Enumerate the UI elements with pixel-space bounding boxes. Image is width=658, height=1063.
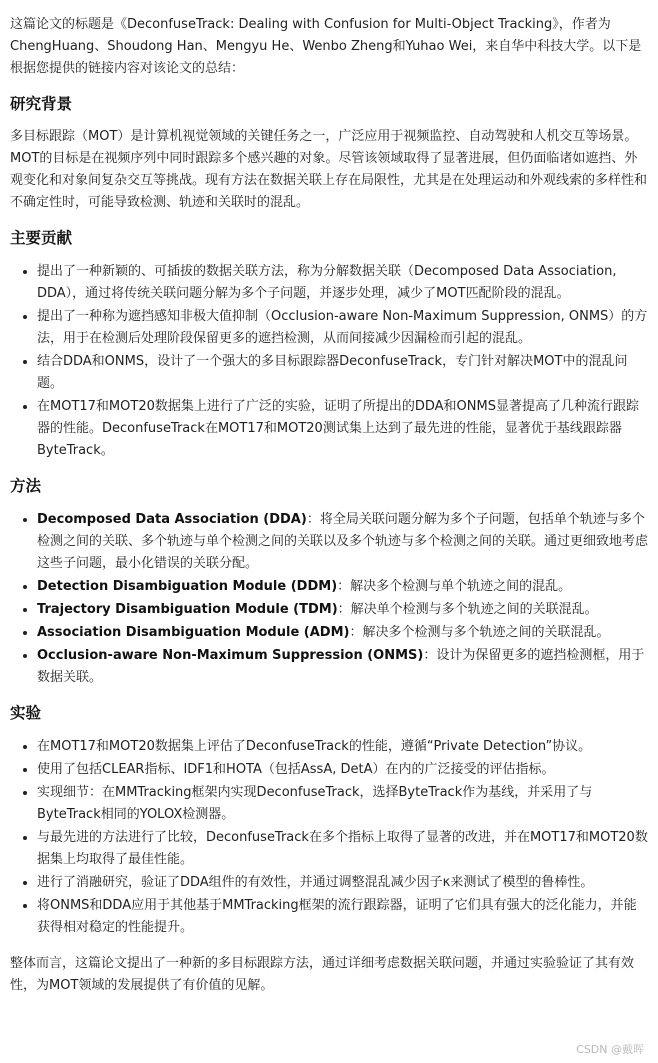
method-term: Occlusion-aware Non-Maximum Suppression (ONMS) <box>37 648 424 663</box>
heading-experiments: 实验 <box>10 704 42 722</box>
list-item <box>37 644 648 689</box>
method-term: Association Disambiguation Module (ADM) <box>37 625 350 640</box>
method-desc: ：解决单个检测与多个轨迹之间的关联混乱。 <box>337 602 598 617</box>
csdn-watermark: CSDN @戴晖 <box>576 1043 644 1056</box>
method-desc: ：解决多个检测与多个轨迹之间的关联混乱。 <box>349 625 610 640</box>
background-paragraph: 多目标跟踪（MOT）是计算机视觉领域的关键任务之一，广泛应用于视频监控、自动驾驶和人机交互等场景。MOT的目标是在视频序列中同时跟踪多个感兴趣的对象。尽管该领域取得了显著进展，但仍面临诸如遮挡、外观变化和对象间复杂交互等挑战。现有方法在数据关联上存在局限性，尤其是在处理运动和外观线索的多样性和不确定性时，可能导致检测、轨迹和关联时的混乱。 <box>10 129 648 210</box>
method-desc: ：设计为保留更多的遮挡检测框，用于数据关联。 <box>37 648 645 685</box>
list-item: • 提出了一种称为遮挡感知非极大值抑制（Occlusion-aware Non-Maximum Suppression, ONMS）的方法，用于在检测后处理阶段保留更多的遮挡检测，从而间接减少因漏检而引起的混乱。 <box>37 305 648 350</box>
list-item <box>37 598 648 621</box>
heading-method: 方法 <box>10 477 42 495</box>
list-item: • 将ONMS和DDA应用于其他基于MMTracking框架的流行跟踪器，证明了它们具有强大的泛化能力，并能获得相对稳定的性能提升。 <box>37 894 648 939</box>
list-item <box>37 508 648 575</box>
list-item: • 实现细节：在MMTracking框架内实现DeconfuseTrack，选择ByteTrack作为基线，并采用了与ByteTrack相同的YOLOX检测器。 <box>37 781 648 826</box>
method-term: Trajectory Disambiguation Module (TDM) <box>37 602 338 617</box>
list-item: • 进行了消融研究，验证了DDA组件的有效性，并通过调整混乱减少因子κ来测试了模型的鲁棒性。 <box>37 871 648 894</box>
conclusion-paragraph: 整体而言，这篇论文提出了一种新的多目标跟踪方法，通过详细考虑数据关联问题，并通过实验验证了其有效性，为MOT领域的发展提供了有价值的见解。 <box>10 956 635 993</box>
contributions-list <box>10 260 648 462</box>
list-item: • 在MOT17和MOT20数据集上评估了DeconfuseTrack的性能，遵循“Private Detection”协议。 <box>37 735 648 758</box>
method-desc: ：解决多个检测与单个轨迹之间的混乱。 <box>337 579 572 594</box>
list-item <box>37 575 648 598</box>
list-item: • 在MOT17和MOT20数据集上进行了广泛的实验，证明了所提出的DDA和ONMS显著提高了几种流行跟踪器的性能。DeconfuseTrack在MOT17和MOT20测试集上达到了最先进的性能，显著优于基线跟踪器ByteTrack。 <box>37 395 648 462</box>
heading-background: 研究背景 <box>10 95 73 113</box>
heading-contributions: 主要贡献 <box>10 229 73 247</box>
list-item <box>37 621 648 644</box>
intro-paragraph: 这篇论文的标题是《DeconfuseTrack: Dealing with Confusion for Multi-Object Tracking》，作者为ChengHuang、Shoudong Han、Mengyu He、Wenbo Zheng和Yuhao Wei，来自华中科技大学。以下是根据您提供的链接内容对该论文的总结： <box>10 17 642 76</box>
list-item: • 与最先进的方法进行了比较，DeconfuseTrack在多个指标上取得了显著的改进，并在MOT17和MOT20数据集上均取得了最佳性能。 <box>37 826 648 871</box>
list-item: • 使用了包括CLEAR指标、IDF1和HOTA（包括AssA, DetA）在内的广泛接受的评估指标。 <box>37 758 648 781</box>
experiments-list <box>10 735 648 939</box>
method-term: Detection Disambiguation Module (DDM) <box>37 579 338 594</box>
method-term: Decomposed Data Association (DDA) <box>37 512 307 527</box>
method-list <box>10 508 648 689</box>
method-desc: ：将全局关联问题分解为多个子问题，包括单个轨迹与多个检测之间的关联、多个轨迹与单个检测之间的关联以及多个轨迹与多个检测之间的关联。通过更细致地考虑这些子问题，最小化错误的关联分配。 <box>37 512 649 571</box>
list-item: • 提出了一种新颖的、可插拔的数据关联方法，称为分解数据关联（Decomposed Data Association, DDA），通过将传统关联问题分解为多个子问题，并逐步处理，减少了MOT匹配阶段的混乱。 <box>37 260 648 305</box>
list-item: • 结合DDA和ONMS，设计了一个强大的多目标跟踪器DeconfuseTrack，专门针对解决MOT中的混乱问题。 <box>37 350 648 395</box>
